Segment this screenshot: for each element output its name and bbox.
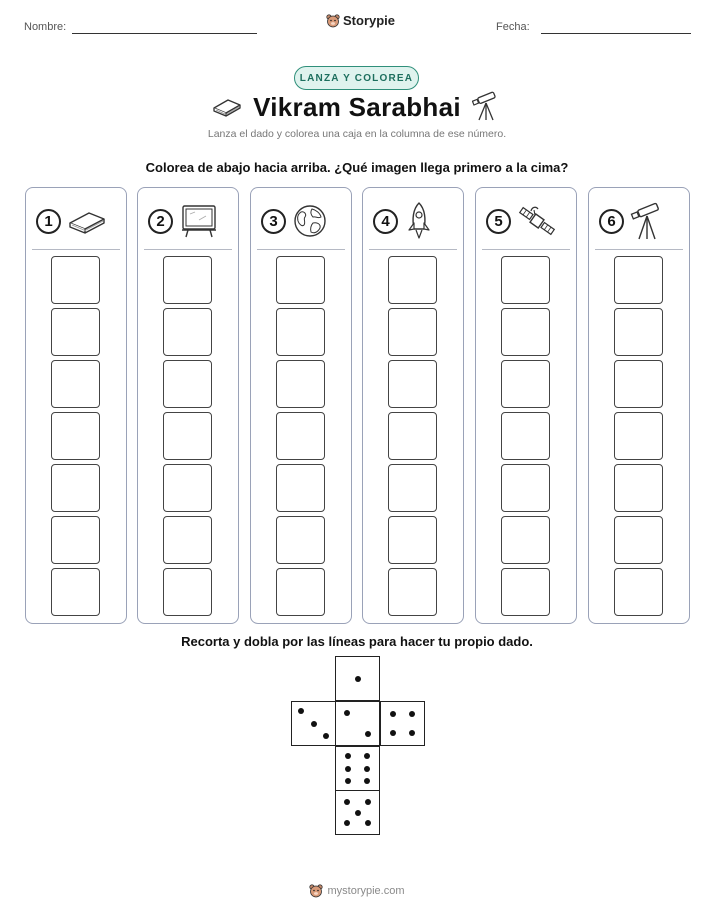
activity-badge: LANZA Y COLOREA (294, 66, 419, 90)
color-box[interactable] (163, 412, 212, 460)
column-4 (362, 187, 464, 624)
color-box[interactable] (51, 516, 100, 564)
color-box[interactable] (614, 308, 663, 356)
column-header (599, 204, 681, 238)
pip (355, 810, 361, 816)
footer (0, 884, 714, 898)
color-box[interactable] (163, 360, 212, 408)
footer-url: mystorypie.com (327, 885, 405, 897)
color-box[interactable] (276, 568, 325, 616)
color-box[interactable] (501, 464, 550, 512)
page-title: Vikram Sarabhai (253, 92, 461, 122)
pip (344, 710, 350, 716)
color-box[interactable] (501, 412, 550, 460)
column-header (373, 204, 455, 238)
color-box[interactable] (163, 308, 212, 356)
column-divider (257, 249, 345, 250)
pip (365, 731, 371, 737)
name-line[interactable] (72, 33, 257, 34)
column-2 (137, 187, 239, 624)
pip (345, 778, 351, 784)
color-box[interactable] (614, 464, 663, 512)
color-box[interactable] (388, 308, 437, 356)
pip (365, 799, 371, 805)
column-number: 5 (486, 209, 511, 234)
color-box[interactable] (501, 256, 550, 304)
storypie-logo (326, 13, 395, 28)
pip (298, 708, 304, 714)
pip (345, 753, 351, 759)
color-box[interactable] (614, 360, 663, 408)
globe-icon (292, 203, 328, 239)
pip (364, 778, 370, 784)
color-box[interactable] (614, 412, 663, 460)
pip (323, 733, 329, 739)
column-5 (475, 187, 577, 624)
column-header (148, 204, 230, 238)
color-box[interactable] (51, 464, 100, 512)
telescope-icon (472, 90, 500, 122)
color-box[interactable] (614, 516, 663, 564)
column-header (36, 204, 118, 238)
rocket-icon (404, 201, 434, 241)
color-box[interactable] (388, 360, 437, 408)
column-3 (250, 187, 352, 624)
color-box[interactable] (388, 464, 437, 512)
cut-instruction: Recorta y dobla por las líneas para hacer tu propio dado. (181, 634, 533, 649)
color-box[interactable] (501, 516, 550, 564)
pip (311, 721, 317, 727)
telescope-icon (630, 201, 664, 241)
color-box[interactable] (276, 360, 325, 408)
date-line[interactable] (541, 33, 691, 34)
color-box[interactable] (163, 256, 212, 304)
color-box[interactable] (501, 308, 550, 356)
color-box[interactable] (163, 516, 212, 564)
column-header (486, 204, 568, 238)
color-box[interactable] (276, 412, 325, 460)
color-box[interactable] (163, 464, 212, 512)
pip (344, 820, 350, 826)
color-box[interactable] (501, 568, 550, 616)
column-1 (25, 187, 127, 624)
bear-mascot-icon (326, 14, 340, 28)
color-box[interactable] (51, 412, 100, 460)
pip (390, 711, 396, 717)
pip (409, 730, 415, 736)
die-face-4 (380, 701, 425, 746)
color-box[interactable] (51, 568, 100, 616)
column-divider (482, 249, 570, 250)
color-box[interactable] (51, 308, 100, 356)
pip (345, 766, 351, 772)
color-box[interactable] (388, 516, 437, 564)
column-number: 2 (148, 209, 173, 234)
color-box[interactable] (388, 256, 437, 304)
color-box[interactable] (51, 256, 100, 304)
color-box[interactable] (276, 464, 325, 512)
column-divider (369, 249, 457, 250)
subtitle: Lanza el dado y colorea una caja en la columna de ese número. (207, 128, 507, 140)
die-face-3 (291, 701, 336, 746)
book-icon (67, 206, 107, 236)
pip (355, 676, 361, 682)
color-box[interactable] (51, 360, 100, 408)
name-label: Nombre: (24, 21, 67, 33)
column-number: 1 (36, 209, 61, 234)
die-face-1 (335, 656, 380, 701)
color-box[interactable] (276, 516, 325, 564)
pip (409, 711, 415, 717)
brand-name: Storypie (343, 13, 396, 28)
pip (344, 799, 350, 805)
die-face-2 (335, 701, 380, 746)
pip (390, 730, 396, 736)
column-header (261, 204, 343, 238)
column-number: 6 (599, 209, 624, 234)
bear-mascot-icon (309, 884, 323, 898)
die-face-5 (335, 790, 380, 835)
color-box[interactable] (276, 308, 325, 356)
color-box[interactable] (388, 568, 437, 616)
die-face-6 (335, 746, 380, 791)
instruction: Colorea de abajo hacia arriba. ¿Qué imagen llega primero a la cima? (145, 160, 569, 175)
color-box[interactable] (388, 412, 437, 460)
date-label: Fecha: (496, 21, 530, 33)
column-number: 3 (261, 209, 286, 234)
column-divider (595, 249, 683, 250)
satellite-icon (517, 203, 557, 239)
column-divider (144, 249, 232, 250)
chalkboard-icon (179, 204, 219, 238)
pip (365, 820, 371, 826)
column-divider (32, 249, 120, 250)
color-box[interactable] (276, 256, 325, 304)
pip (364, 766, 370, 772)
column-number: 4 (373, 209, 398, 234)
color-box[interactable] (614, 256, 663, 304)
color-box[interactable] (614, 568, 663, 616)
column-6 (588, 187, 690, 624)
color-box[interactable] (163, 568, 212, 616)
color-box[interactable] (501, 360, 550, 408)
pip (364, 753, 370, 759)
